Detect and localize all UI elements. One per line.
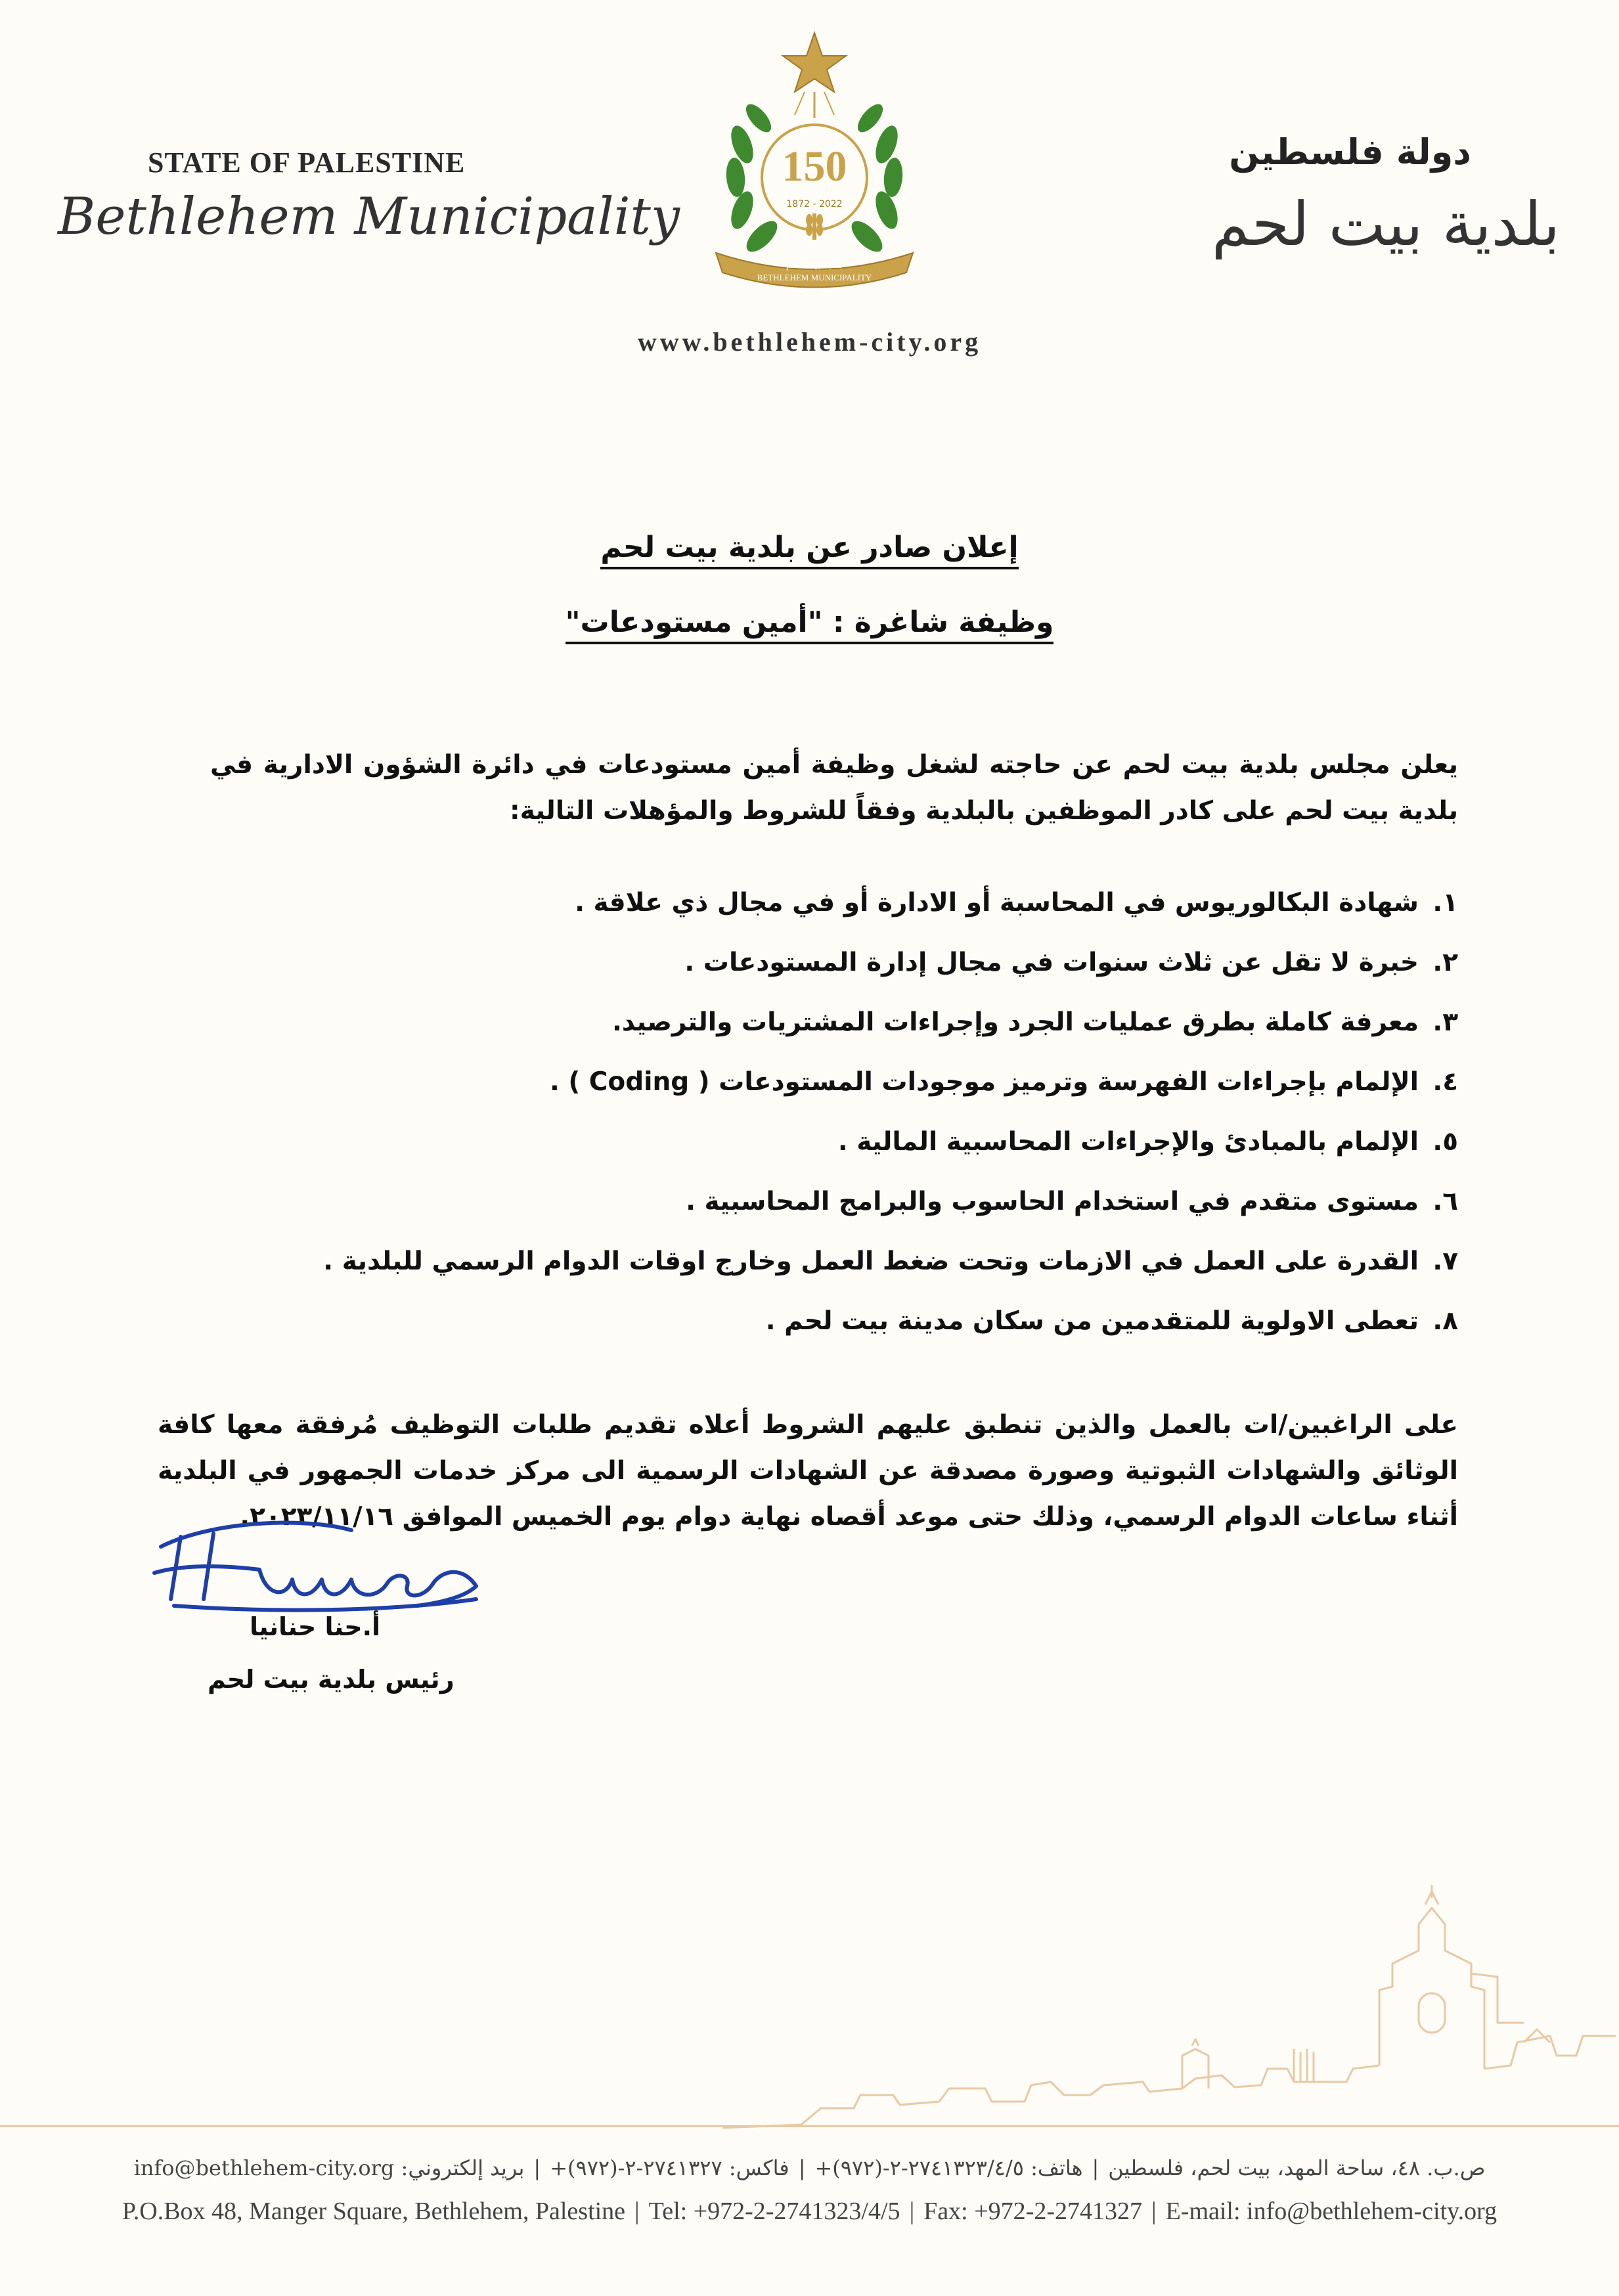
- footer-separator: |: [909, 2197, 915, 2225]
- signer-title: رئيس بلدية بيت لحم: [208, 1665, 455, 1694]
- list-item-number: ٢.: [1432, 948, 1458, 977]
- footer-separator: |: [1151, 2197, 1157, 2225]
- footer-contact-en: [0, 2197, 1619, 2226]
- list-item-text: مستوى متقدم في استخدام الحاسوب والبرامج المحاسبية .: [686, 1187, 1419, 1216]
- closing-paragraph: على الراغبين/ات بالعمل والذين تنطبق عليهم الشروط أعلاه تقديم طلبات التوظيف مُرفقة معها كافة الوثائق والشهادات الثبوتية وصورة مصدقة عن الشهادات الرسمية الى مركز خدمات الجمهور في البلدية أثناء ساعات الدوام الرسمي، وذلك حتى موعد أقصاه نهاية دوام يوم الخميس الموافق ٢٠٢٣/١١/١٦.: [158, 1410, 1458, 1532]
- list-item-text: الإلمام بإجراءات الفهرسة وترميز موجودات المستودعات ( Coding ) .: [549, 1067, 1419, 1097]
- handwritten-signature: [135, 1507, 489, 1619]
- vacancy-title: [0, 606, 1619, 639]
- list-item: [177, 1059, 1458, 1119]
- municipality-name-ar: بلدية بيت لحم: [1211, 189, 1560, 259]
- list-item-text: تعطى الاولوية للمتقدمين من سكان مدينة بيت لحم .: [765, 1306, 1419, 1336]
- website-url[interactable]: www.bethlehem-city.org: [637, 327, 982, 357]
- footer-separator: |: [798, 2155, 806, 2180]
- footer-email-en[interactable]: E-mail: info@bethlehem-city.org: [1165, 2197, 1497, 2225]
- list-item-number: ٣.: [1432, 1007, 1458, 1037]
- list-item-number: ٦.: [1432, 1187, 1458, 1216]
- vacancy-title-text: وظيفة شاغرة : "أمين مستودعات": [566, 606, 1054, 644]
- list-item: [177, 1179, 1458, 1239]
- footer-phone-en: Tel: +972-2-2741323/4/5: [648, 2197, 900, 2225]
- footer-phone-ar: هاتف: ٢٧٤١٣٢٣/٤/٥-٢-(٩٧٢)+: [814, 2155, 1083, 2180]
- list-item: [177, 1298, 1458, 1358]
- signer-name: أ.حنا حنانيا: [250, 1612, 381, 1641]
- announcement-title: [0, 531, 1619, 564]
- logo-badge-number: 150: [782, 143, 847, 190]
- list-item: [177, 1239, 1458, 1298]
- list-item: [177, 880, 1458, 940]
- list-item-text: القدرة على العمل في الازمات وتحت ضغط العمل وخارج اوقات الدوام الرسمي للبلدية .: [323, 1247, 1419, 1276]
- state-name-ar: دولة فلسطين: [1229, 131, 1471, 173]
- list-item-text: شهادة البكالوريوس في المحاسبة أو الادارة أو في مجال ذي علاقة .: [575, 888, 1419, 917]
- municipality-logo: [696, 26, 933, 289]
- footer-address-ar: ص.ب. ٤٨، ساحة المهد، بيت لحم، فلسطين: [1108, 2155, 1486, 2180]
- municipality-name-en: Bethlehem Municipality: [58, 187, 680, 246]
- footer-email-ar[interactable]: بريد إلكتروني: info@bethlehem-city.org: [133, 2155, 525, 2180]
- list-item-text: معرفة كاملة بطرق عمليات الجرد وإجراءات المشتريات والترصيد.: [611, 1007, 1419, 1037]
- list-item-number: ٨.: [1432, 1306, 1458, 1336]
- requirements-list: [177, 880, 1458, 1358]
- list-item-number: ١.: [1432, 888, 1458, 917]
- list-item: [177, 940, 1458, 1000]
- footer-separator: |: [1092, 2155, 1099, 2180]
- list-item: [177, 1119, 1458, 1179]
- announcement-title-text: إعلان صادر عن بلدية بيت لحم: [600, 531, 1018, 569]
- ribbon-text-en: BETHLEHEM MUNICIPALITY: [757, 273, 872, 282]
- footer-separator: |: [533, 2155, 541, 2180]
- bethlehem-skyline-illustration: [722, 1826, 1619, 2134]
- star-icon: [783, 33, 846, 92]
- footer-divider: [0, 2125, 1619, 2127]
- list-item-number: ٥.: [1432, 1127, 1458, 1157]
- footer-contact-ar: [0, 2155, 1619, 2180]
- footer-address-en: P.O.Box 48, Manger Square, Bethlehem, Palestine: [122, 2197, 626, 2225]
- list-item-text: الإلمام بالمبادئ والإجراءات المحاسبية المالية .: [837, 1127, 1419, 1157]
- footer-fax-en: Fax: +972-2-2741327: [923, 2197, 1142, 2225]
- logo-years: 1872 - 2022: [786, 199, 843, 210]
- wheat-icon: [806, 213, 823, 240]
- ribbon-text-ar: بلدية بيت لحم: [786, 259, 843, 271]
- footer-separator: |: [634, 2197, 640, 2225]
- list-item-number: ٧.: [1432, 1247, 1458, 1276]
- list-item: [177, 1000, 1458, 1059]
- list-item-text: خبرة لا تقل عن ثلاث سنوات في مجال إدارة المستودعات .: [684, 948, 1419, 977]
- footer-fax-ar: فاكس: ٢٧٤١٣٢٧-٢-(٩٧٢)+: [550, 2155, 789, 2180]
- list-item-number: ٤.: [1432, 1067, 1458, 1097]
- intro-paragraph: يعلن مجلس بلدية بيت لحم عن حاجته لشغل وظيفة أمين مستودعات في دائرة الشؤون الادارية في بلدية بيت لحم على كادر الموظفين بالبلدية وفقاً للشروط والمؤهلات التالية:: [210, 750, 1458, 826]
- state-name-en: STATE OF PALESTINE: [148, 146, 466, 179]
